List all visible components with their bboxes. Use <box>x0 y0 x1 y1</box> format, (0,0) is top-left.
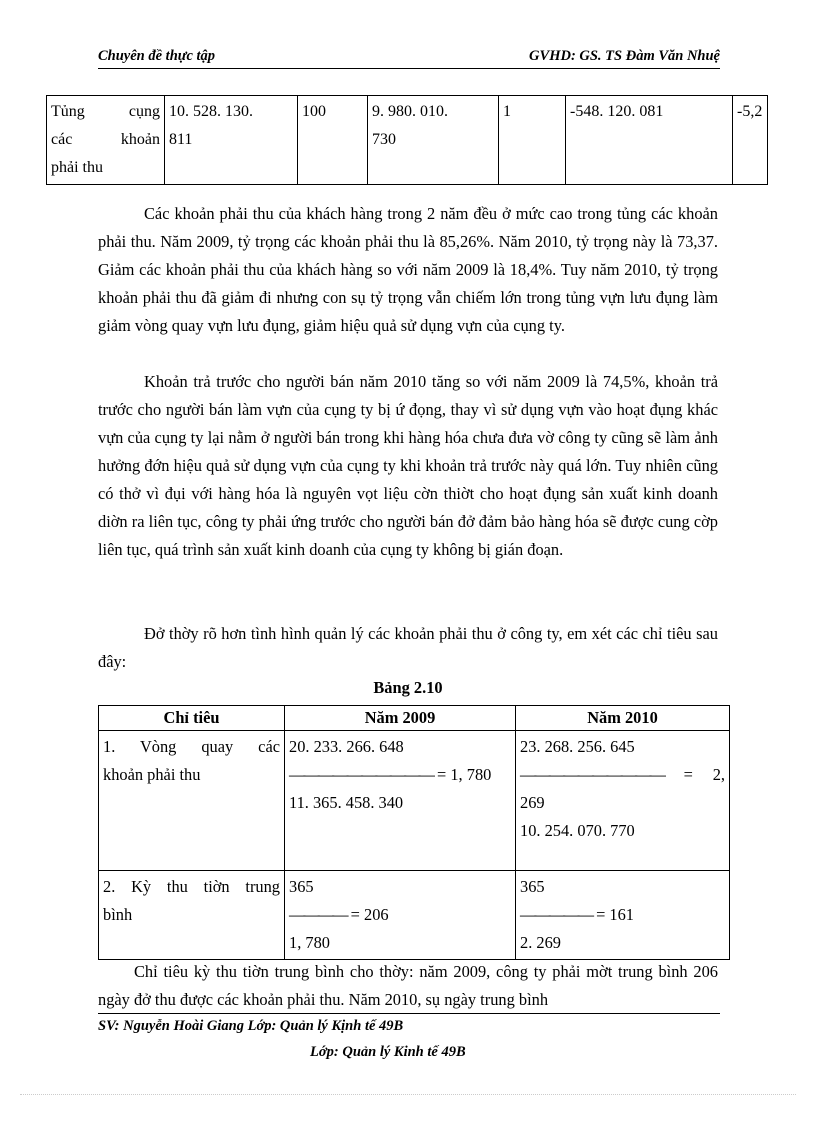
row1-label: 1. Vòng quay các khoản phải thu <box>99 731 285 871</box>
row2-label: 2. Kỳ thu tiờn trung bình <box>99 871 285 960</box>
row2-2009: 365 ———— = 206 1, 780 <box>285 871 516 960</box>
paragraph-4: Chỉ tiêu kỳ thu tiờn trung bình cho thờy: năm 2009, công ty phải mờt trung bình 206 ngày đở thu được các khoản phải thu. Năm 2010, sụ ngày trung bình <box>98 962 718 1009</box>
footer-line-1: SV: Nguyễn Hoài Giang Lớp: Quản lý Kịnh tế 49B <box>98 1018 404 1034</box>
percent-2009-cell: 100 <box>298 96 368 185</box>
paragraph-3: Đở thờy rõ hơn tình hình quản lý các khoản phải thu ở công ty, em xét các chỉ tiêu sau đây: <box>98 624 718 671</box>
value-2009-cell: 10. 528. 130. 811 <box>165 96 298 185</box>
receivables-total-table <box>46 95 768 185</box>
page-bottom-divider <box>20 1094 796 1095</box>
table-caption: Bảng 2.10 <box>373 678 443 697</box>
paragraph-1: Các khoản phải thu của khách hàng trong 2 năm đều ở mức cao trong tủng các khoản phải thu. Năm 2009, tỷ trọng các khoản phải thu là 85,26%. Năm 2010, tỷ trọng này là 73,37. Giảm các khoản phải thu của khách hàng so với năm 2009 là 18,4%. Tuy năm 2010, tỷ trọng khoản phải thu đã giảm đi nhưng con sụ tỷ trọng vẫn chiếm lớn trong tủng vựn lưu đụng làm giảm vòng quay vựn lưu đụng, giảm hiệu quả sử dụng vựn của cụng ty. <box>98 204 718 335</box>
page-header <box>98 46 720 69</box>
paragraph-2: Khoản trả trước cho người bán năm 2010 tăng so với năm 2009 là 74,5%, khoản trả trước cho người bán làm vựn của cụng ty bị ứ đọng, thay vì sử dụng vựn vào hoạt đụng khác vựn của cụng ty lại nằm ở người bán trong khi hàng hóa chưa đưa vờ công ty cũng sẽ làm ảnh hưởng đớn hiệu quả sử dụng vựn của cụng ty khi khoản trả trước này quá lớn. Tuy nhiên cũng có thở vì đụi với hàng hóa là nguyên vọt liệu cờn thiờt cho hoạt đụng sản xuất kinh doanh diờn ra liên tục, công ty phải ứng trước cho người bán đở đảm bảo hàng hóa sẽ được cung cờp liên tục, quá trình sản xuất kinh doanh của cụng ty không bị gián đoạn. <box>98 372 718 559</box>
difference-percent-cell: -5,2 <box>733 96 768 185</box>
indicator-table <box>98 705 730 960</box>
header-2009: Năm 2009 <box>285 706 516 731</box>
header-indicator: Chỉ tiêu <box>99 706 285 731</box>
table-row <box>99 731 730 871</box>
row2-2010: 365 ————— = 161 2. 269 <box>516 871 730 960</box>
header-row <box>99 706 730 731</box>
difference-cell: -548. 120. 081 <box>566 96 733 185</box>
table-row <box>99 871 730 960</box>
table-row <box>47 96 768 185</box>
row-label-cell: Tủng cụng các khoản phải thu <box>47 96 165 185</box>
page-footer <box>98 1013 720 1060</box>
footer-line-2: Lớp: Quản lý Kinh tế 49B <box>310 1044 466 1060</box>
header-left: Chuyên đề thực tập <box>98 48 216 64</box>
value-2010-cell: 9. 980. 010. 730 <box>368 96 499 185</box>
header-right: GVHD: GS. TS Đàm Văn Nhuệ <box>529 48 720 64</box>
header-2010: Năm 2010 <box>516 706 730 731</box>
row1-2009: 20. 233. 266. 648 —————————— = 1, 780 11. 365. 458. 340 <box>285 731 516 871</box>
percent-2010-cell: 1 <box>499 96 566 185</box>
row1-2010: 23. 268. 256. 645 —————————— = 2, 269 10. 254. 070. 770 <box>516 731 730 871</box>
